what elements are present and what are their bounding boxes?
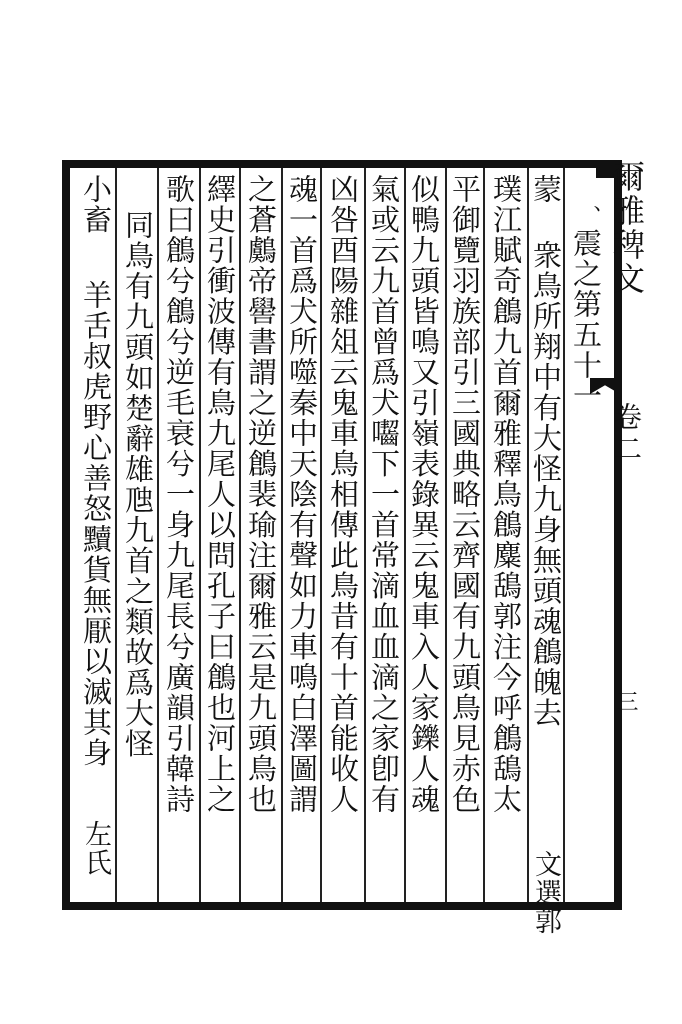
text-column: 魂一首爲犬所噬秦中天陰有聲如力車鳴白澤圖謂 bbox=[285, 174, 319, 815]
text-column: 歌曰鶬兮鶬兮逆毛衰兮一身九尾長兮廣韻引韓詩 bbox=[162, 174, 196, 815]
text-column: 同鳥有九頭如楚辭雄虺九首之類故爲大怪 bbox=[121, 210, 155, 759]
text-column: 平御覽羽族部引三國典略云齊國有九頭鳥見赤色 bbox=[448, 174, 482, 815]
column-rule bbox=[199, 168, 201, 902]
column-rule bbox=[483, 168, 485, 902]
text-column: 似鴨九頭皆鳴又引嶺表錄異云鬼車入人家鑠人魂 bbox=[407, 174, 441, 815]
chapter-heading: 震之第五十一 bbox=[569, 228, 603, 411]
hexagram-name: 小畜 bbox=[79, 174, 113, 235]
book-title: 爾雅稗文 bbox=[608, 160, 646, 296]
text-column: 之蒼鸆帝嚳書謂之逆鶬裴瑜注爾雅云是九頭鳥也 bbox=[244, 174, 278, 815]
page-number: 三 bbox=[613, 690, 638, 712]
column-rule bbox=[239, 168, 241, 902]
text-column: 璞江賦奇鶬九首爾雅釋鳥鶬麋鴰郭注今呼鶬鴰太 bbox=[489, 174, 523, 815]
text-column: 羊舌叔虎野心善怒黷貨無厭以滅其身 bbox=[79, 280, 113, 768]
heading-mark: 、 bbox=[576, 205, 601, 227]
citation: 文選郭 bbox=[530, 850, 561, 936]
volume-label: 卷二 bbox=[610, 402, 643, 466]
column-rule bbox=[115, 168, 117, 902]
column-rule bbox=[320, 168, 322, 902]
column-rule bbox=[281, 168, 283, 902]
text-column: 凶咎酉陽雜俎云鬼車鳥相傳此鳥昔有十首能收人 bbox=[326, 174, 360, 815]
text-column: 衆鳥所翔中有大怪九身無頭魂鶬魄去 bbox=[529, 240, 563, 728]
citation: 左氏 bbox=[80, 820, 111, 877]
column-rule bbox=[157, 168, 159, 902]
hexagram-name: 蒙 bbox=[529, 174, 563, 205]
text-column: 繹史引衝波傳有鳥九尾人以問孔子曰鶬也河上之 bbox=[203, 174, 237, 815]
text-column: 氣或云九首曾爲犬囓下一首常滴血血滴之家卽有 bbox=[367, 174, 401, 815]
